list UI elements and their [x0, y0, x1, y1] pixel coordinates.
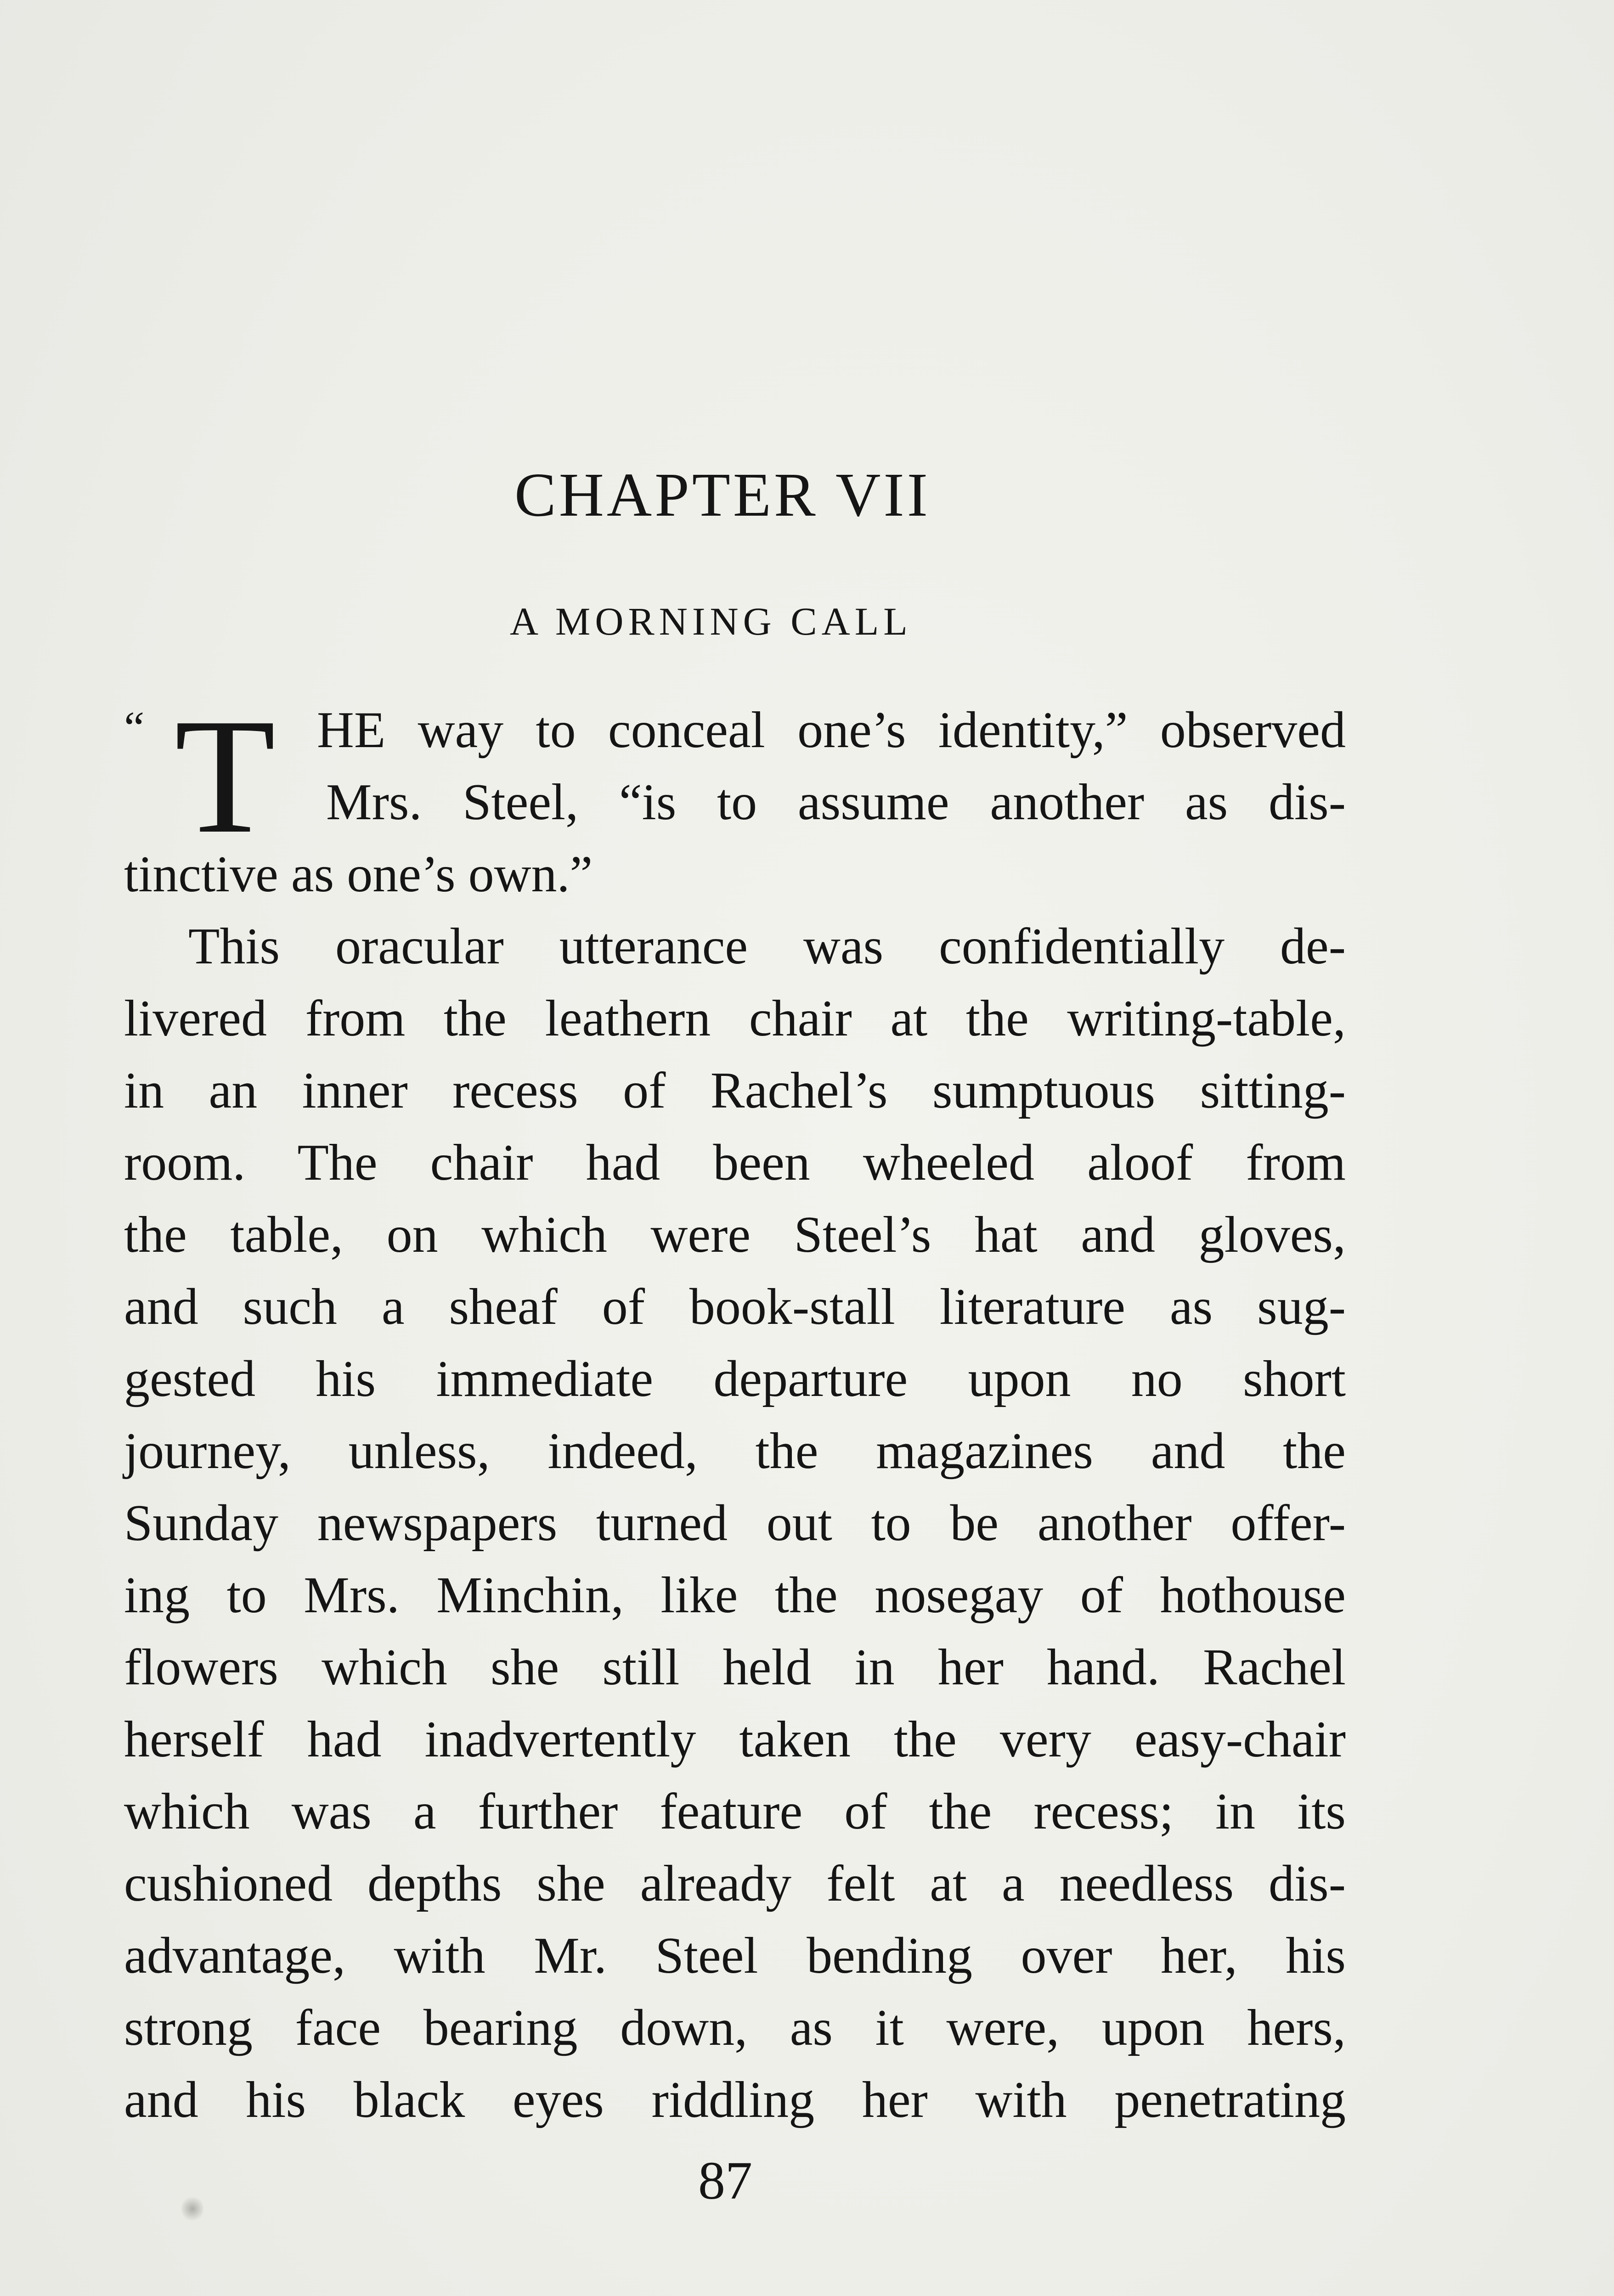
ink-smudge: [181, 2195, 203, 2223]
text-line: tinctive as one’s own.”: [124, 846, 593, 903]
text-line: strong face bearing down, as it were, upon hers,: [124, 1999, 1346, 2056]
text-line: and such a sheaf of book-stall literature as sug-: [124, 1278, 1346, 1335]
text-line: advantage, with Mr. Steel bending over her, his: [124, 1927, 1346, 1984]
drop-cap-letter: T: [175, 684, 276, 867]
text-line: This oracular utterance was confidentially de-: [188, 918, 1346, 975]
text-line: Mrs. Steel, “is to assume another as dis-: [326, 774, 1346, 831]
text-line: livered from the leathern chair at the writing-table,: [124, 990, 1346, 1047]
chapter-subtitle: A MORNING CALL: [510, 599, 912, 643]
text-line: herself had inadvertently taken the very easy-chair: [124, 1711, 1346, 1768]
text-line: which was a further feature of the recess; in its: [124, 1783, 1346, 1840]
opening-quote-mark: “: [124, 702, 145, 753]
text-line: room. The chair had been wheeled aloof from: [124, 1134, 1346, 1191]
text-line: and his black eyes riddling her with penetrating: [124, 2071, 1346, 2128]
text-line: cushioned depths she already felt at a needless dis-: [124, 1855, 1346, 1912]
text-line: flowers which she still held in her hand. Rachel: [124, 1639, 1346, 1696]
text-line: gested his immediate departure upon no short: [124, 1351, 1346, 1407]
text-line: HE way to conceal one’s identity,” observed: [317, 702, 1346, 759]
text-line: the table, on which were Steel’s hat and gloves,: [124, 1206, 1346, 1263]
text-line: ing to Mrs. Minchin, like the nosegay of hothouse: [124, 1567, 1346, 1624]
page-number: 87: [698, 2150, 752, 2211]
chapter-title: CHAPTER VII: [514, 461, 931, 529]
text-line: in an inner recess of Rachel’s sumptuous sitting-: [124, 1062, 1346, 1119]
text-line: Sunday newspapers turned out to be another offer-: [124, 1495, 1346, 1552]
text-line: journey, unless, indeed, the magazines and the: [124, 1423, 1346, 1480]
